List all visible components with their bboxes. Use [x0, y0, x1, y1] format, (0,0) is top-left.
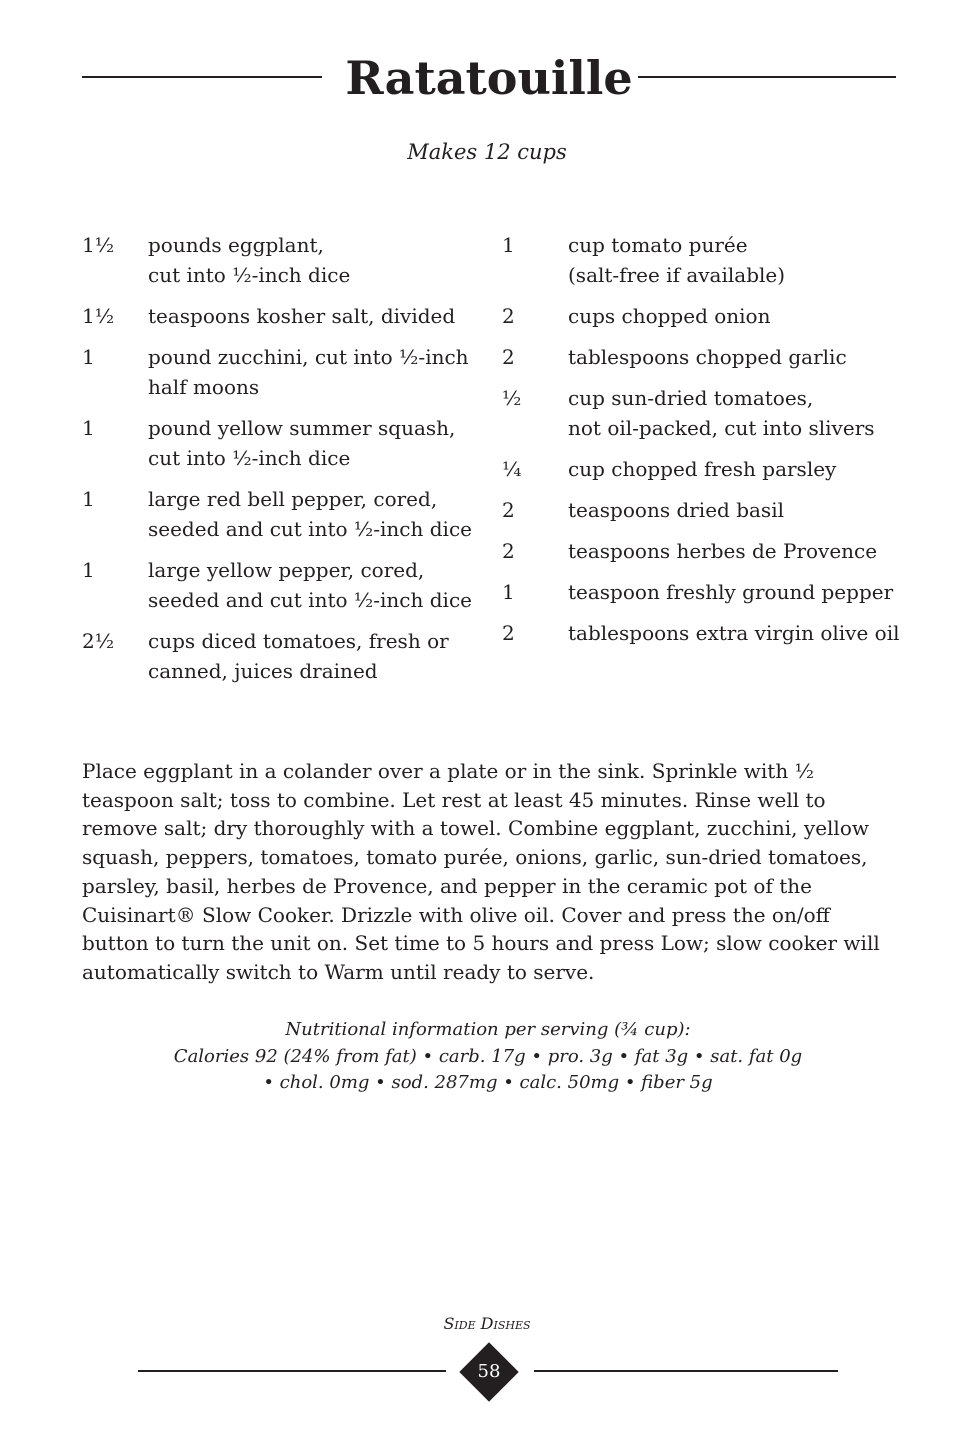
- ingredient-desc: cup sun-dried tomatoes, not oil-packed, cut into slivers: [568, 386, 875, 440]
- ingredient-row: [502, 577, 902, 607]
- ingredient-desc: cup tomato purée (salt-free if available): [568, 233, 786, 287]
- nutrition-info: [82, 1017, 894, 1097]
- ingredient-row: [82, 301, 482, 331]
- ingredient-desc: tablespoons chopped garlic: [568, 345, 847, 369]
- footer-rule-right: [534, 1370, 838, 1372]
- title-rule-right: [638, 76, 896, 78]
- nutrition-line-1: Calories 92 (24% from fat) • carb. 17g • pro. 3g • fat 3g • sat. fat 0g: [173, 1045, 803, 1067]
- ingredient-desc: cup chopped fresh parsley: [568, 457, 837, 481]
- ingredient-qty: 2: [502, 304, 515, 328]
- ingredient-row: [82, 626, 482, 686]
- ingredient-desc: cups chopped onion: [568, 304, 771, 328]
- ingredient-row: [502, 454, 902, 484]
- ingredient-row: [502, 495, 902, 525]
- ingredient-qty: ¼: [502, 457, 522, 481]
- ingredient-row: [82, 555, 482, 615]
- ingredient-desc: pound zucchini, cut into ½-inch half moons: [148, 345, 469, 399]
- ingredient-desc: teaspoon freshly ground pepper: [568, 580, 894, 604]
- nutrition-heading: Nutritional information per serving (¾ cup):: [285, 1019, 691, 1040]
- ingredient-qty: 2: [502, 345, 515, 369]
- recipe-title: Ratatouille: [345, 51, 633, 105]
- ingredient-qty: 1½: [82, 233, 115, 257]
- page-number: 58: [477, 1361, 501, 1382]
- recipe-yield: Makes 12 cups: [407, 140, 567, 164]
- section-name: Side Dishes: [443, 1314, 531, 1333]
- ingredient-row: [502, 342, 902, 372]
- ingredient-desc: teaspoons dried basil: [568, 498, 784, 522]
- ingredient-desc: pounds eggplant, cut into ½-inch dice: [148, 233, 351, 287]
- ingredient-qty: 2: [502, 539, 515, 563]
- nutrition-line-2: • chol. 0mg • sod. 287mg • calc. 50mg • fiber 5g: [263, 1072, 713, 1093]
- ingredient-qty: 1: [82, 345, 95, 369]
- ingredient-row: [502, 618, 902, 648]
- ingredient-desc: teaspoons kosher salt, divided: [148, 304, 456, 328]
- ingredient-row: [502, 383, 902, 443]
- ingredient-desc: teaspoons herbes de Provence: [568, 539, 878, 563]
- ingredient-qty: 2: [502, 498, 515, 522]
- ingredient-qty: 1: [82, 416, 95, 440]
- ingredient-desc: large red bell pepper, cored, seeded and cut into ½-inch dice: [148, 487, 472, 541]
- ingredient-qty: 1: [82, 558, 95, 582]
- ingredient-row: [502, 230, 902, 290]
- ingredients-left-column: [82, 230, 482, 697]
- ingredient-desc: pound yellow summer squash, cut into ½-inch dice: [148, 416, 456, 470]
- ingredient-qty: 1: [502, 580, 515, 604]
- ingredient-desc: large yellow pepper, cored, seeded and cut into ½-inch dice: [148, 558, 472, 612]
- ingredient-row: [82, 230, 482, 290]
- ingredient-qty: 2: [502, 621, 515, 645]
- ingredient-qty: 1½: [82, 304, 115, 328]
- ingredient-qty: 1: [82, 487, 95, 511]
- ingredient-row: [82, 484, 482, 544]
- ingredient-desc: cups diced tomatoes, fresh or canned, juices drained: [148, 629, 449, 683]
- ingredient-row: [82, 413, 482, 473]
- ingredients-right-column: [502, 230, 902, 659]
- ingredient-row: [502, 536, 902, 566]
- recipe-directions: Place eggplant in a colander over a plate or in the sink. Sprinkle with ½ teaspoon salt; toss to combine. Let rest at least 45 minutes. Rinse well to remove salt; dry thoroughly with a towel. Combine eggplant, zucchini, yellow squash, peppers, tomatoes, tomato purée, onions, garlic, sun-dried tomatoes, parsley, basil, herbes de Provence, and pepper in the ceramic pot of the Cuisinart® Slow Cooker. Drizzle with olive oil. Cover and press the on/off button to turn the unit on. Set time to 5 hours and press Low; slow cooker will automatically switch to Warm until ready to serve.: [82, 759, 880, 984]
- ingredient-qty: 2½: [82, 629, 115, 653]
- ingredient-qty: ½: [502, 386, 522, 410]
- ingredient-qty: 1: [502, 233, 515, 257]
- ingredient-row: [502, 301, 902, 331]
- ingredient-row: [82, 342, 482, 402]
- title-row: [82, 50, 896, 110]
- ingredient-desc: tablespoons extra virgin olive oil: [568, 621, 900, 645]
- footer-rule-left: [138, 1370, 446, 1372]
